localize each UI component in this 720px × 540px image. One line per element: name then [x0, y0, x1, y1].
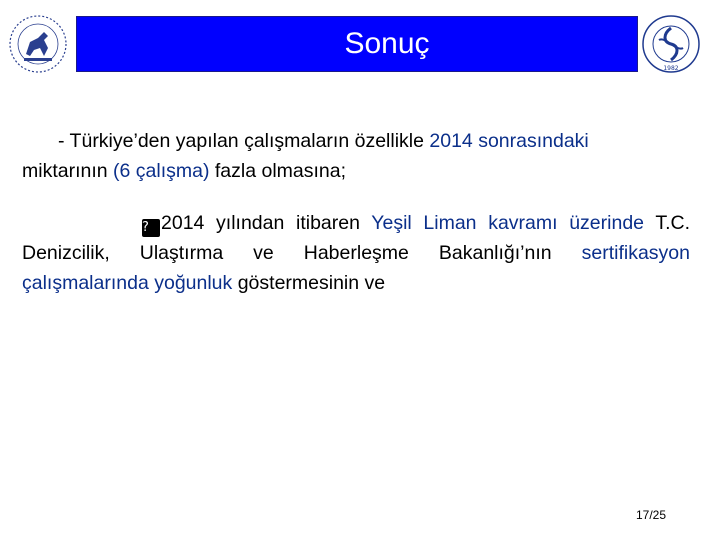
university-seal-icon: [641, 14, 701, 74]
p2-text-e: göstermesinin ve: [232, 272, 386, 294]
bullet-icon: ?: [142, 219, 160, 237]
p1-highlight-year: 2014 sonrasındaki: [429, 130, 589, 152]
university-logo-left: [8, 14, 68, 74]
seal-year: 1982: [663, 65, 679, 72]
p1-text-e: fazla olmasına;: [209, 160, 347, 182]
page-title: Sonuç: [344, 27, 430, 60]
horse-emblem-icon: [8, 14, 68, 74]
p2-text-c: T.C. Denizcilik, Ulaştırma ve Haberleşme Bakanlığı’nın: [22, 212, 690, 264]
page-number: 17/25: [636, 508, 667, 522]
p2-highlight-certification: sertifikasyon çalışmalarında yoğunluk: [22, 242, 690, 294]
p1-text-a: - Türkiye’den yapılan çalışmaların özellikle: [58, 130, 430, 152]
paragraph-1: [22, 126, 690, 186]
p2-highlight-concept: Yeşil Liman kavramı üzerinde: [371, 212, 645, 234]
title-bar: [76, 16, 638, 72]
p1-text-c: miktarının: [22, 160, 114, 182]
university-logo-right: [641, 14, 701, 74]
p2-text-a: 2014 yılından itibaren: [161, 212, 372, 234]
paragraph-2: [22, 208, 690, 298]
p1-highlight-count: (6 çalışma): [113, 160, 210, 182]
